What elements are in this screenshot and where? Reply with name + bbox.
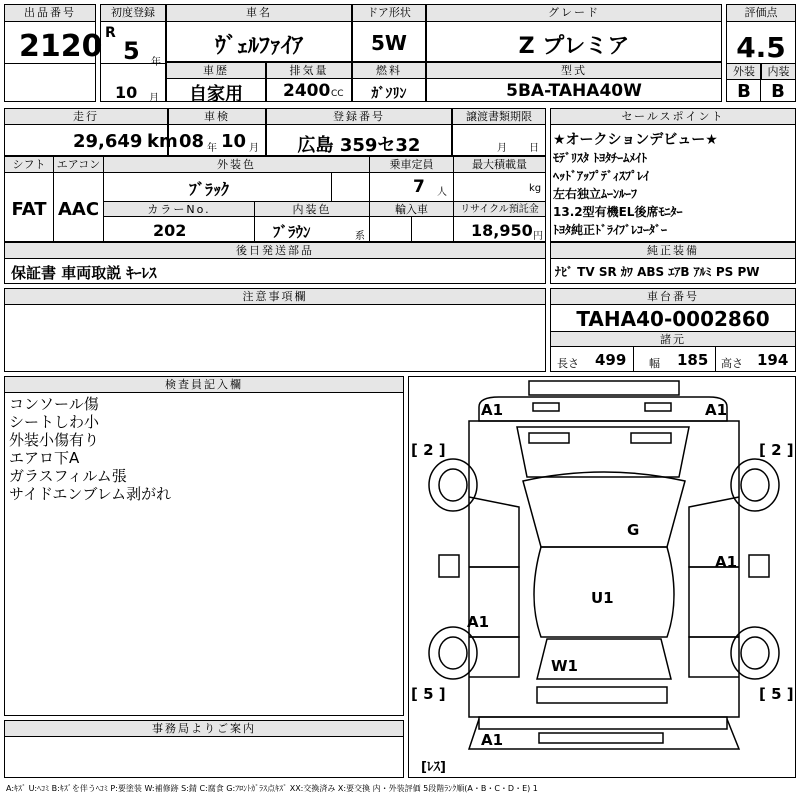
length: 499: [595, 351, 627, 369]
notes-box: [4, 288, 546, 372]
capacity-label: 乗車定員: [370, 157, 453, 173]
recycle: 18,950: [471, 221, 533, 240]
height: 194: [757, 351, 789, 369]
sales-points-box: [550, 108, 796, 242]
inspection-month-unit: 月: [249, 143, 259, 154]
color-no: 202: [153, 221, 187, 240]
inspection-year: 08: [179, 131, 205, 152]
shift: FAT: [11, 199, 47, 220]
interior-color: ﾌﾞﾗｳﾝ: [273, 223, 311, 241]
front-left-mark: A1: [481, 401, 504, 419]
transfer-month: 月: [497, 143, 507, 154]
door-type: 5W: [371, 31, 407, 55]
length-label: 長さ: [557, 357, 579, 370]
inspection-year-unit: 年: [207, 143, 217, 154]
ac-label: エアコン: [54, 157, 103, 173]
first-reg-box: [100, 4, 166, 102]
sales-point-2: ﾓﾃﾞﾘｽﾀ ﾄﾖﾀﾁｰﾑﾒｲﾄ: [553, 151, 648, 165]
rear-glass-mark: W1: [551, 657, 578, 675]
displacement-unit: CC: [331, 89, 344, 99]
history-box: [166, 62, 266, 105]
notes-label: 注意事項欄: [5, 289, 545, 305]
later-parts-box: [4, 242, 546, 284]
model: 5BA-TAHA40W: [506, 81, 642, 101]
color-label: 外装色: [104, 157, 369, 173]
right-side-mark: A1: [715, 553, 738, 571]
spare-mark: [ﾚｽ]: [421, 760, 446, 775]
right-rear-tire-mark: [ 5 ]: [759, 685, 794, 703]
capacity-unit: 人: [437, 187, 447, 198]
mileage-label: 走行: [5, 109, 167, 125]
history-label: 車歴: [167, 63, 265, 79]
windshield-mark: G: [627, 521, 640, 539]
lot-number-label: 出品番号: [5, 5, 95, 22]
inspector-line: コンソール傷: [9, 395, 99, 413]
max-load-unit: kg: [529, 183, 542, 194]
score: 4.5: [736, 31, 786, 64]
sales-points-label: セールスポイント: [551, 109, 795, 125]
inspector-line: エアロ下A: [9, 449, 80, 467]
height-label: 高さ: [721, 357, 743, 370]
shift-label: シフト: [5, 157, 53, 173]
office-label: 事務局よりご案内: [5, 721, 403, 737]
transfer-label: 譲渡書類期限: [453, 109, 545, 125]
inspector-line: ガラスフィルム張: [9, 467, 127, 485]
ext-grade: B: [737, 81, 751, 102]
left-rear-tire-mark: [ 5 ]: [411, 685, 446, 703]
displacement-label: 排気量: [267, 63, 351, 79]
grade-label: グレード: [427, 5, 721, 22]
reg-number-label: 登録番号: [267, 109, 451, 125]
width: 185: [677, 351, 709, 369]
reg-year-unit: 年: [151, 57, 161, 68]
sales-point-3: ﾍｯﾄﾞｱｯﾌﾟﾃﾞｨｽﾌﾟﾚｲ: [553, 169, 650, 183]
transfer-day: 日: [529, 143, 539, 154]
model-box: [426, 62, 722, 102]
car-name-label: 車名: [167, 5, 351, 22]
score-label: 評価点: [727, 5, 795, 22]
score-box: [726, 4, 796, 102]
displacement: 2400: [283, 81, 331, 101]
first-reg-label: 初度登録: [101, 5, 165, 22]
inspector-line: 外装小傷有り: [9, 431, 100, 449]
chassis-label: 車台番号: [551, 289, 795, 305]
transfer-box: [452, 108, 546, 156]
mileage-box: [4, 108, 178, 156]
right-front-tire-mark: [ 2 ]: [759, 441, 794, 459]
fuel: ｶﾞｿﾘﾝ: [371, 86, 407, 102]
equipment-label: 純正装備: [551, 243, 795, 259]
displacement-box: [266, 62, 352, 102]
recycle-unit: 円: [533, 231, 543, 242]
grade-box: [426, 4, 722, 62]
car-name: ｳﾞｪﾙﾌｧｲｱ: [214, 34, 303, 59]
car-diagram-box: [408, 376, 796, 778]
int-label: 内装: [761, 64, 795, 80]
equipment: ﾅﾋﾞ TV SR ｶﾜ ABS ｴｱB ｱﾙﾐ PS PW: [555, 265, 760, 279]
chassis-number: TAHA40-0002860: [576, 307, 770, 331]
equipment-box: [550, 242, 796, 284]
chassis-box: [550, 288, 796, 372]
reg-year: 5: [123, 37, 140, 65]
legend: A:ｷｽﾞ U:ﾍｺﾐ B:ｷｽﾞを伴うﾍｺﾐ P:要塗装 W:補修跡 S:錆 C:腐食 G:ﾌﾛﾝﾄｶﾞﾗｽ点ｷｽﾞ XX:交換済み X:要交換 内・外装評価 5段階ﾗﾝｸ順(A・B・C・D・E) 1: [6, 784, 538, 793]
int-grade: B: [771, 81, 785, 102]
fuel-box: [352, 62, 426, 102]
sales-point-5: 13.2型有機EL後席ﾓﾆﾀｰ: [553, 205, 683, 219]
inspector-line: シートしわ小: [9, 413, 100, 431]
left-front-tire-mark: [ 2 ]: [411, 441, 446, 459]
ac: AAC: [57, 199, 100, 220]
max-load-label: 最大積載量: [454, 157, 545, 173]
mileage: 29,649: [73, 131, 143, 152]
later-parts-label: 後日発送部品: [5, 243, 545, 259]
car-diagram: [409, 377, 795, 777]
door-label: ドア形状: [353, 5, 425, 22]
reg-number: 広島 359セ32: [297, 135, 421, 156]
color-no-label: カラーNo.: [104, 202, 254, 217]
interior-color-label: 内装色: [255, 202, 369, 217]
office-box: [4, 720, 404, 778]
import-label: 輸入車: [370, 202, 453, 217]
interior-color-unit: 系: [355, 231, 365, 242]
later-parts: 保証書 車両取説 ｷｰﾚｽ: [11, 264, 157, 282]
sales-point-4: 左右独立ﾑｰﾝﾙｰﾌ: [553, 187, 638, 201]
mileage-unit: km: [147, 131, 178, 152]
sales-point-6: ﾄﾖﾀ純正ﾄﾞﾗｲﾌﾞﾚｺｰﾀﾞｰ: [553, 223, 668, 237]
roof-mark: U1: [591, 589, 614, 607]
color: ﾌﾞﾗｯｸ: [189, 180, 230, 199]
inspector-line: サイドエンブレム剥がれ: [9, 485, 172, 503]
inspection-label: 車検: [169, 109, 265, 125]
history: 自家用: [189, 84, 243, 105]
era: R: [105, 25, 116, 41]
inspection-box: [168, 108, 266, 156]
inspector-lines: [9, 395, 171, 503]
lot-number: 2120: [19, 29, 103, 64]
car-name-box: [166, 4, 352, 62]
width-label: 幅: [649, 357, 660, 370]
dims-label: 諸元: [551, 331, 795, 347]
ext-label: 外装: [727, 64, 761, 80]
capacity: 7: [413, 177, 425, 197]
front-right-mark: A1: [705, 401, 728, 419]
model-label: 型式: [427, 63, 721, 79]
recycle-label: リサイクル預託金: [454, 202, 545, 217]
door-box: [352, 4, 426, 62]
rear-mark: A1: [481, 731, 504, 749]
spec-grid: [4, 156, 546, 242]
sales-point-1: ★オークションデビュー★: [553, 132, 718, 148]
inspector-box: [4, 376, 404, 716]
inspection-month: 10: [221, 131, 247, 152]
lot-number-box: [4, 4, 103, 102]
inspector-label: 検査員記入欄: [5, 377, 403, 393]
grade: Z プレミア: [518, 34, 630, 59]
left-side-mark: A1: [467, 613, 490, 631]
fuel-label: 燃料: [353, 63, 425, 79]
reg-month-unit: 月: [149, 93, 159, 104]
reg-month: 10: [115, 83, 138, 102]
reg-number-box: [266, 108, 452, 156]
